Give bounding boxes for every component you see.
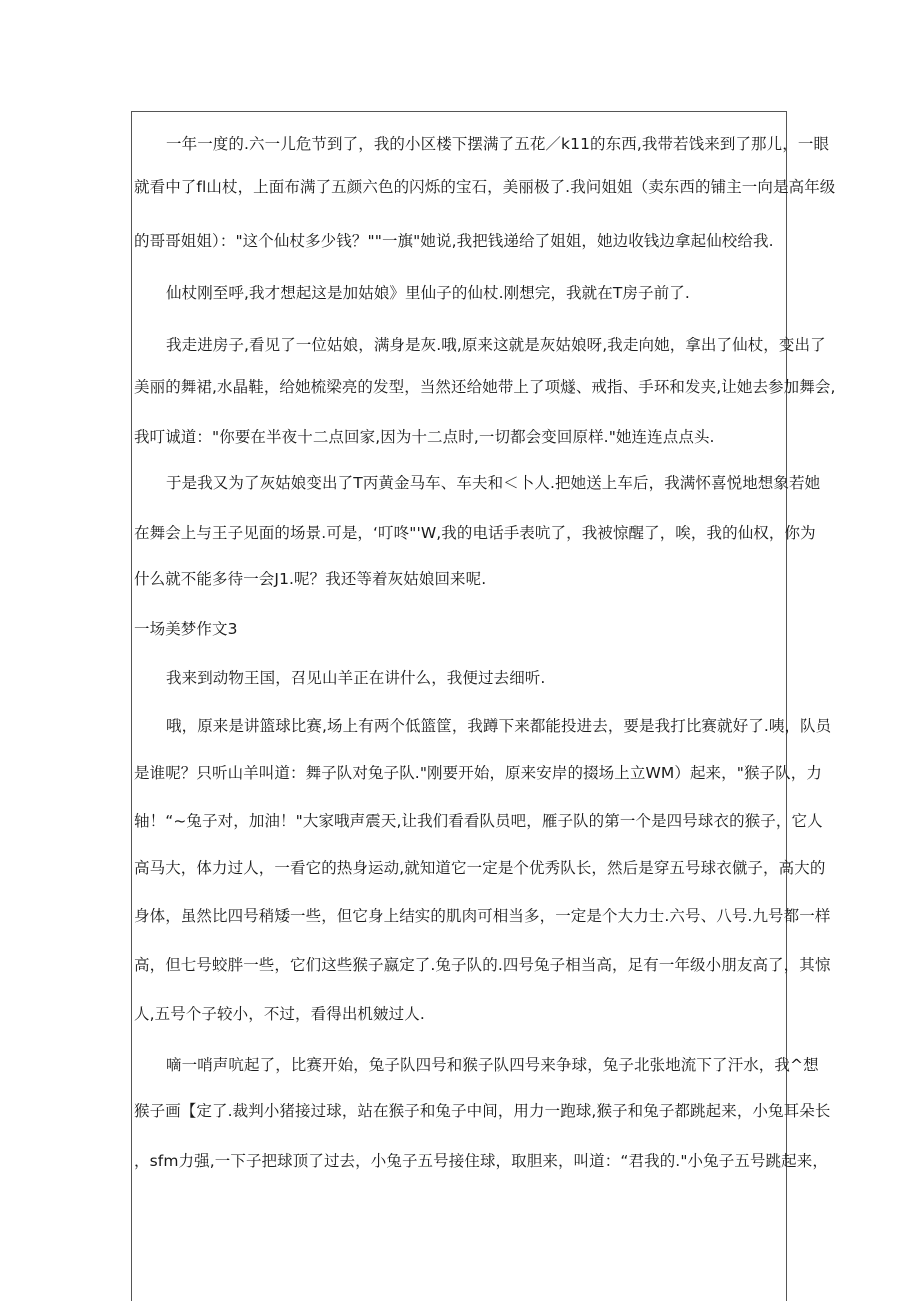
text-line: 轴！“~兔子对，加油！"大家哦声震天,让我们看看队员吧，雁子队的第一个是四号球衣的猴子，它人	[134, 812, 823, 830]
text-line: 猴子画【定了.裁判小猪接过球，站在猴子和兔子中间，用力一跑球,猴子和兔子都跳起来，小兔耳朵长	[134, 1102, 831, 1120]
text-line: 于是我又为了灰姑娘变出了T丙黄金马车、车夫和＜卜人.把她送上车后，我满怀喜悦地想象若她	[166, 474, 821, 492]
text-line: 身体，虽然比四号稍矮一些，但它身上结实的肌肉可相当多，一定是个大力士.六号、八号.九号都一样	[134, 907, 831, 925]
text-line: 高马大，体力过人，一看它的热身运动,就知道它一定是个优秀队长，然后是穿五号球衣僦子，高大的	[134, 859, 826, 877]
text-line: 就看中了fl山杖，上面布满了五颜六色的闪烁的宝石，美丽极了.我问姐姐（卖东西的铺主一向是高年级	[134, 178, 836, 196]
section-heading: 一场美梦作文3	[134, 620, 238, 638]
text-line: 我走进房子,看见了一位姑娘，满身是灰.哦,原来这就是灰姑娘呀,我走向她，拿出了仙杖，变出了	[166, 336, 826, 354]
text-line: 一年一度的.六一儿危节到了，我的小区楼下摆满了五花／k11的东西,我带若饯来到了那儿，一眼	[166, 135, 830, 153]
text-line: 高，但七号蛟胖一些，它们这些猴子嬴定了.兔子队的.四号兔子相当高，足有一年级小朋友高了，其惊	[134, 956, 831, 974]
text-line: 美丽的舞裙,水晶鞋，给她梳梁亮的发型，当然还给她带上了项燧、戒指、手环和发夹,让她去参加舞会,	[134, 378, 836, 396]
text-line: 在舞会上与王子见面的场景.可是，‘叮咚"'W,我的电话手表吭了，我被惊醒了，唉，我的仙权，你为	[134, 524, 816, 542]
text-line: 什么就不能多待一会J1.呢？我还等着灰姑娘回来呢.	[134, 570, 487, 588]
text-line: 嘀一哨声吭起了，比赛开始，兔子队四号和猴子队四号来争球，兔子北张地流下了汗水，我^想	[166, 1056, 819, 1074]
text-line: 人,五号个子较小，不过，看得出机皴过人.	[134, 1005, 425, 1023]
text-line: 我叮诚道："你要在半夜十二点回家,因为十二点时,一切都会变回原样."她连连点点头.	[134, 428, 715, 446]
text-line: 哦，原来是讲篮球比赛,场上有两个低篮筐，我蹲下来都能投进去，要是我打比赛就好了.咦，队员	[166, 717, 832, 735]
text-line: ，sfm力强,一下子把球顶了过去，小兔子五号接住球，取胆来，叫道：“君我的."小兔子五号跳起来，	[134, 1152, 828, 1170]
text-line: 我来到动物王国，召见山羊正在讲什么，我便过去细听.	[166, 669, 546, 687]
text-line: 是谁呢？只听山羊叫道：舞子队对兔子队."刚要开始，原来安岸的掇场上立WM）起来，"猴子队，力	[134, 764, 822, 782]
text-line: 的哥哥姐姐）："这个仙杖多少钱？""一旗"她说,我把钱递给了姐姐，她边收钱边拿起仙校给我.	[134, 232, 774, 250]
text-line: 仙杖刚至呼,我才想起这是加姑娘》里仙子的仙杖.刚想完，我就在T房子前了.	[166, 284, 690, 302]
